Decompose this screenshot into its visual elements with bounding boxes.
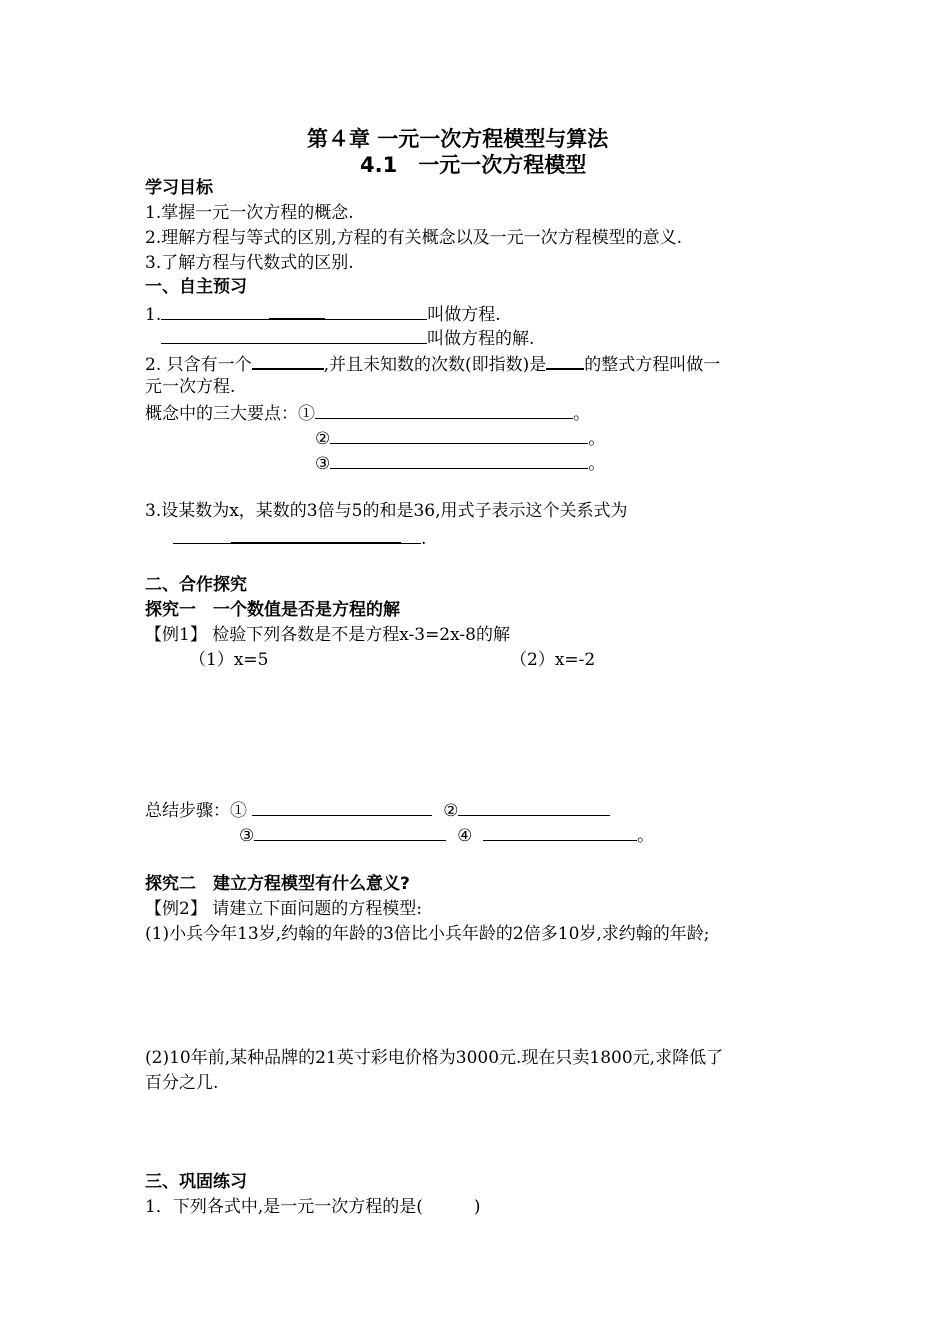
preview-q1-suffix-b: 叫做方程的解. bbox=[427, 329, 535, 349]
key-point-3 bbox=[315, 451, 605, 475]
objective-item-3: 3.了解方程与代数式的区别. bbox=[145, 253, 354, 273]
example2-prompt: 【例2】 请建立下面问题的方程模型: bbox=[145, 899, 422, 919]
preview-q2-line-1 bbox=[145, 351, 720, 376]
preview-q1-blank-a3[interactable] bbox=[325, 302, 427, 320]
preview-q1-line-a bbox=[145, 301, 501, 326]
example1-item-a: （1）x=5 bbox=[189, 650, 269, 670]
summary-label: 总结步骤： bbox=[145, 801, 230, 821]
key-point-end-1: 。 bbox=[573, 404, 590, 424]
key-point-2 bbox=[315, 426, 605, 450]
key-point-blank-2[interactable] bbox=[330, 426, 588, 444]
example1-prompt: 【例1】 检验下列各数是不是方程x-3=2x-8的解 bbox=[145, 625, 510, 645]
key-points-label: 概念中的三大要点： bbox=[145, 404, 298, 424]
objective-item-2: 2.理解方程与等式的区别,方程的有关概念以及一元一次方程模型的意义. bbox=[145, 228, 683, 248]
summary-blank-4[interactable] bbox=[483, 823, 637, 841]
preview-q3-answer-line bbox=[173, 525, 426, 550]
summary-row-1 bbox=[145, 798, 610, 822]
preview-heading: 一、自主预习 bbox=[145, 277, 247, 297]
preview-q2-text-2: ,并且未知数的次数(即指数)是 bbox=[323, 355, 547, 375]
key-point-blank-1[interactable] bbox=[315, 401, 573, 419]
preview-q1-suffix-a: 叫做方程. bbox=[427, 305, 501, 325]
preview-q3: 3.设某数为x，某数的3倍与5的和是36,用式子表示这个关系式为 bbox=[145, 501, 628, 521]
summary-blank-3[interactable] bbox=[254, 823, 446, 841]
example2-question-2-line-1: (2)10年前,某种品牌的21英寸彩电价格为3000元.现在只卖1800元,求降低了 bbox=[145, 1048, 724, 1068]
summary-mark-2: ② bbox=[443, 801, 459, 821]
preview-q2-text-1: 2. 只含有一个 bbox=[145, 355, 252, 375]
objectives-heading: 学习目标 bbox=[145, 178, 213, 198]
summary-end: 。 bbox=[637, 826, 655, 846]
key-point-mark-3: ③ bbox=[315, 454, 331, 474]
key-point-mark-1: ① bbox=[298, 404, 315, 424]
key-point-1 bbox=[145, 401, 590, 425]
summary-mark-4: ④ bbox=[457, 826, 473, 846]
preview-q3-blank-3[interactable] bbox=[401, 526, 421, 544]
preview-q3-blank-2[interactable] bbox=[231, 525, 401, 544]
preview-q1-blank-a1[interactable] bbox=[161, 302, 269, 320]
summary-row-2 bbox=[239, 823, 654, 847]
summary-mark-3: ③ bbox=[239, 826, 255, 846]
preview-q3-end: . bbox=[421, 529, 427, 549]
example2-question-1: (1)小兵今年13岁,约翰的年龄的3倍比小兵年龄的2倍多10岁,求约翰的年龄; bbox=[145, 924, 710, 944]
summary-blank-1[interactable] bbox=[252, 798, 432, 816]
summary-mark-1: ① bbox=[230, 801, 247, 821]
example2-question-2-line-2: 百分之几. bbox=[145, 1073, 219, 1093]
preview-q2-line-2: 元一次方程. bbox=[145, 377, 236, 397]
preview-q1-line-b bbox=[161, 326, 534, 350]
preview-q2-text-3: 的整式方程叫做一 bbox=[584, 355, 721, 375]
preview-q1-blank-a2[interactable] bbox=[269, 301, 325, 320]
preview-q3-blank-1[interactable] bbox=[173, 526, 231, 544]
key-point-blank-3[interactable] bbox=[330, 451, 588, 469]
key-point-end-3: 。 bbox=[588, 454, 606, 474]
example1-item-b: （2）x=-2 bbox=[510, 650, 596, 670]
preview-q1-number: 1. bbox=[145, 305, 162, 325]
preview-q1-blank-b[interactable] bbox=[161, 326, 427, 344]
key-point-mark-2: ② bbox=[315, 429, 331, 449]
practice-question-1: 1．下列各式中,是一元一次方程的是( ) bbox=[145, 1197, 481, 1217]
section-title: 4.1 一元一次方程模型 bbox=[360, 153, 587, 177]
explore-part1-title: 探究一 一个数值是否是方程的解 bbox=[145, 600, 400, 620]
preview-q2-blank-2[interactable] bbox=[546, 351, 584, 370]
practice-heading: 三、巩固练习 bbox=[145, 1172, 247, 1192]
chapter-title: 第４章 一元一次方程模型与算法 bbox=[307, 127, 609, 151]
explore-part2-title: 探究二 建立方程模型有什么意义? bbox=[145, 874, 410, 894]
preview-q2-blank-1[interactable] bbox=[252, 351, 324, 370]
key-point-end-2: 。 bbox=[588, 429, 606, 449]
explore-heading: 二、合作探究 bbox=[145, 575, 247, 595]
summary-blank-2[interactable] bbox=[458, 798, 610, 816]
objective-item-1: 1.掌握一元一次方程的概念. bbox=[145, 203, 354, 223]
